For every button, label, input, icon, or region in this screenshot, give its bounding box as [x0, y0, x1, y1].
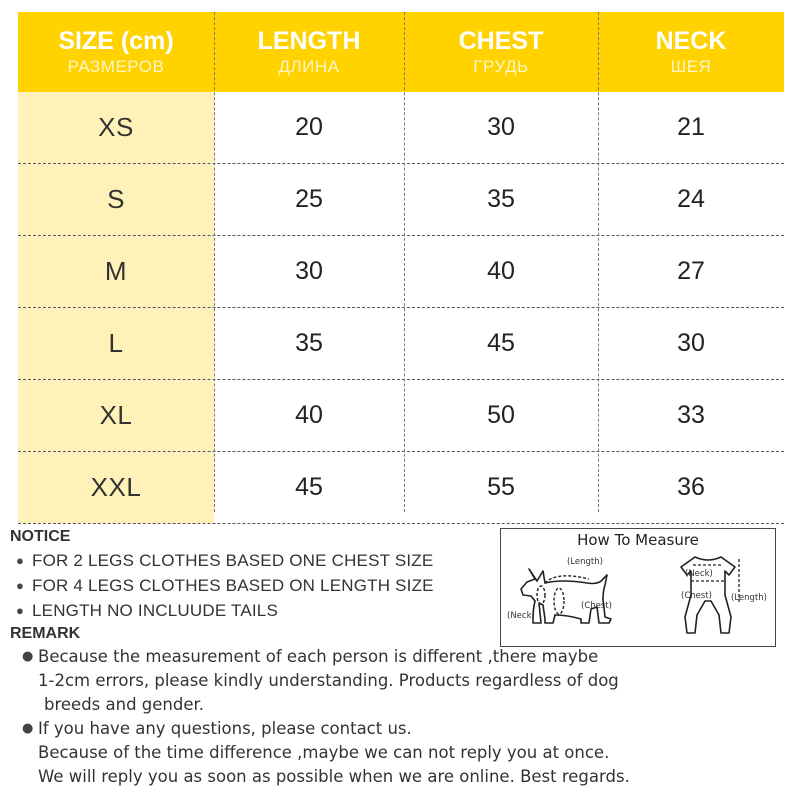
chest-cell: 50: [487, 401, 515, 429]
neck-cell: 33: [677, 401, 705, 429]
how-to-measure-box: [500, 528, 776, 647]
size-cell: XS: [98, 112, 134, 142]
size-cell: XXL: [90, 472, 142, 502]
length-cell: 25: [295, 185, 323, 213]
header-length-en: LENGTH: [257, 27, 361, 55]
how-to-measure-title: How To Measure: [577, 531, 699, 549]
size-cell: S: [107, 184, 125, 214]
table-row: [18, 380, 784, 452]
remark-line: breeds and gender.: [44, 695, 205, 714]
size-cell: M: [104, 256, 128, 286]
chest-cell: 45: [487, 329, 515, 357]
notice-item-text: FOR 4 LEGS CLOTHES BASED ON LENGTH SIZE: [32, 576, 434, 595]
length-cell: 35: [295, 329, 323, 357]
remark-title: REMARK: [10, 625, 81, 642]
header-length: [214, 12, 404, 92]
header-neck-en: NECK: [655, 27, 727, 55]
bullet-icon: ●: [16, 603, 25, 618]
notice-item-text: FOR 2 LEGS CLOTHES BASED ONE CHEST SIZE: [32, 551, 434, 570]
length-cell: 30: [295, 257, 323, 285]
table-row: [18, 164, 784, 236]
length-cell: 20: [295, 113, 323, 141]
remark-item: [10, 717, 790, 789]
garment-length-label: (Length): [731, 593, 767, 603]
table-row: [18, 92, 784, 164]
chest-cell: 35: [487, 185, 515, 213]
bullet-icon: ●: [16, 578, 25, 593]
length-cell: 45: [295, 473, 323, 501]
header-chest-en: CHEST: [458, 27, 544, 55]
notice-title: NOTICE: [10, 528, 71, 545]
notice-item-text: LENGTH NO INCLUUDE TAILS: [32, 601, 278, 620]
dog-neck-label: (Neck): [507, 611, 535, 621]
dog-chest-label: (Chest): [581, 601, 612, 611]
bullet-icon: ●: [22, 649, 34, 664]
remark-line: Because the measurement of each person is different ,there maybe: [38, 647, 599, 666]
neck-cell: 27: [677, 257, 705, 285]
table-row: [18, 452, 784, 524]
neck-cell: 36: [677, 473, 705, 501]
dog-length-label: (Length): [567, 557, 603, 567]
header-chest-ru: ГРУДЬ: [473, 57, 529, 76]
size-cell: L: [108, 328, 124, 358]
column-divider: [598, 12, 599, 512]
neck-cell: 30: [677, 329, 705, 357]
table-header-row: [18, 12, 784, 92]
header-size: [18, 12, 214, 92]
chest-cell: 40: [487, 257, 515, 285]
garment-chest-label: (Chest): [681, 591, 712, 601]
size-chart-table: [18, 12, 784, 512]
header-neck: [598, 12, 784, 92]
table-row: [18, 308, 784, 380]
header-chest: [404, 12, 598, 92]
remark-line: We will reply you as soon as possible when we are online. Best regards.: [38, 767, 630, 786]
header-neck-ru: ШЕЯ: [670, 57, 712, 76]
remark-item: [10, 645, 790, 717]
garment-neck-label: (Neck): [685, 569, 713, 579]
table-row: [18, 236, 784, 308]
size-cell: XL: [99, 400, 133, 430]
chest-cell: 55: [487, 473, 515, 501]
column-divider: [214, 12, 215, 512]
header-size-en: SIZE (cm): [58, 27, 174, 55]
neck-cell: 21: [677, 113, 705, 141]
column-divider: [404, 12, 405, 512]
header-length-ru: ДЛИНА: [278, 57, 340, 76]
remark-line: 1-2cm errors, please kindly understanding. Products regardless of dog: [38, 671, 619, 690]
chest-cell: 30: [487, 113, 515, 141]
bullet-icon: ●: [22, 721, 34, 736]
header-size-ru: РАЗМЕРОВ: [67, 57, 165, 76]
bullet-icon: ●: [16, 553, 25, 568]
remark-line: Because of the time difference ,maybe we can not reply you at once.: [38, 743, 610, 762]
length-cell: 40: [295, 401, 323, 429]
neck-cell: 24: [677, 185, 705, 213]
remark-line: If you have any questions, please contact us.: [38, 719, 412, 738]
